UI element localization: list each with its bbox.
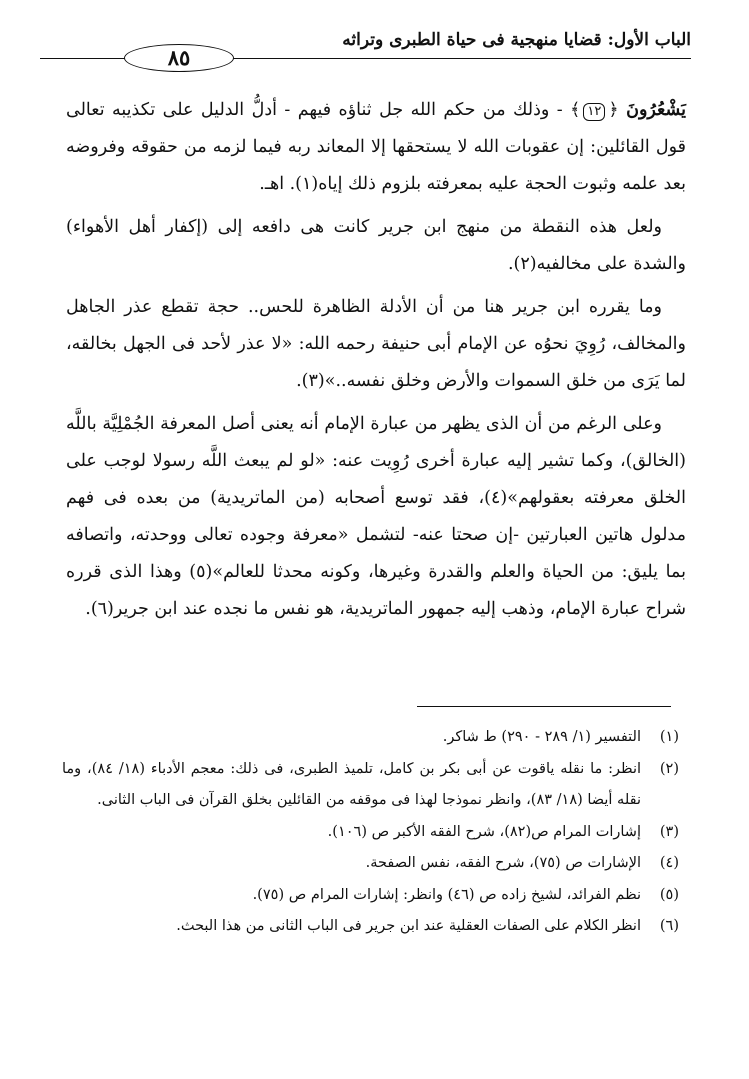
footnote-text: انظر الكلام على الصفات العقلية عند ابن جرير فى الباب الثانى من هذا البحث. (176, 918, 641, 934)
footnote-number: (٦) (659, 918, 679, 934)
footnote (62, 754, 679, 817)
footnote-number: (١) (659, 729, 679, 745)
footnote (62, 880, 679, 912)
running-header (40, 30, 691, 78)
footnote (62, 817, 679, 849)
paragraph-2: ولعل هذه النقطة من منهج ابن جرير كانت هى دافعه إلى (إكفار أهل الأهواء) والشدة على مخالفيه(٢). (66, 217, 686, 274)
footnote (62, 911, 679, 943)
verse-number: ١٢ (583, 103, 605, 121)
footnote-rule (417, 706, 671, 707)
footnote-number: (٤) (659, 855, 679, 871)
footnote-number: (٣) (659, 823, 679, 840)
footnote (62, 848, 679, 880)
paragraph-4: وعلى الرغم من أن الذى يظهر من عبارة الإمام أنه يعنى أصل المعرفة الجُمْلِيَّة باللَّه (الخالق)، وكما تشير إليه عبارة أخرى رُوِيت عنه: «لو لم يبعث اللَّه رسولا لوجب على الخلق معرفته بعقولهم»(٤)، فقد توسع أصحابه (من الماتريدية) من بعده فى فهم مدلول هاتين العبارتين -إن صحتا عنه- لتشمل «معرفة وجوده تعالى ووحدته، واتصافه بما يليق: من الحياة والعلم والقدرة وغيرها، وكونه محدثا للعالم»(٥) وهذا الذى قرره شراح عبارة الإمام، وذهب إليه جمهور الماتريدية، هو نفس ما نجده عند ابن جرير(٦). (66, 414, 686, 619)
paragraph-1 (66, 92, 686, 203)
footnote-text: الإشارات ص (٧٥)، شرح الفقه، نفس الصفحة. (365, 855, 641, 871)
footnote-text: انظر: ما نقله ياقوت عن أبى بكر بن كامل، تلميذ الطبرى، فى ذلك: معجم الأدباء (١٨/ ٨٤)، وما نقله أيضا (١٨/ ٨٣)، وانظر نموذجا لهذا فى موقفه من القائلين بخلق القرآن فى الباب الثانى. (62, 760, 642, 808)
footnote (62, 722, 679, 754)
footnote-text: إشارات المرام ص(٨٢)، شرح الفقه الأكبر ص (١٠٦). (327, 823, 641, 840)
footnote-text: التفسير (١/ ٢٨٩ - ٢٩٠) ط شاكر. (442, 729, 641, 745)
paragraph-1-text: - وذلك من حكم الله جل ثناؤه فيهم - أدلُّ الدليل على تكذيبه تعالى قول القائلين: إن عقوبات الله لا يستحقها إلا المعاند ربه فيما لزمه من حقوقه وفروضه بعد علمه وثبوت الحجة عليه بمعرفته بلزوم ذلك إياه(١). اهـ. (66, 100, 686, 194)
main-text (66, 92, 686, 634)
verse-ornament-icon: ﴾ (570, 100, 581, 120)
verse-ornament-icon: ﴿ (608, 100, 619, 120)
footnotes (62, 722, 679, 943)
footnote-number: (٢) (659, 760, 679, 777)
footnote-text: نظم الفرائد، لشيخ زاده ص (٤٦) وانظر: إشارات المرام ص (٧٥). (252, 886, 641, 903)
chapter-title: الباب الأول: قضايا منهجية فى حياة الطبرى وتراثه (342, 30, 691, 50)
footnote-number: (٥) (659, 886, 679, 903)
quran-word: يَشْعُرُونَ (626, 100, 686, 120)
paragraph-3: وما يقرره ابن جرير هنا من أن الأدلة الظاهرة للحس.. حجة تقطع عذر الجاهل والمخالف، رُوِيَ نحوُه عن الإمام أبى حنيفة رحمه الله: «لا عذر لأحد فى الجهل بخالقه، لما يَرَى من خلق السموات والأرض وخلق نفسه..»(٣). (66, 297, 686, 391)
page-number: ٨٥ (124, 44, 234, 72)
